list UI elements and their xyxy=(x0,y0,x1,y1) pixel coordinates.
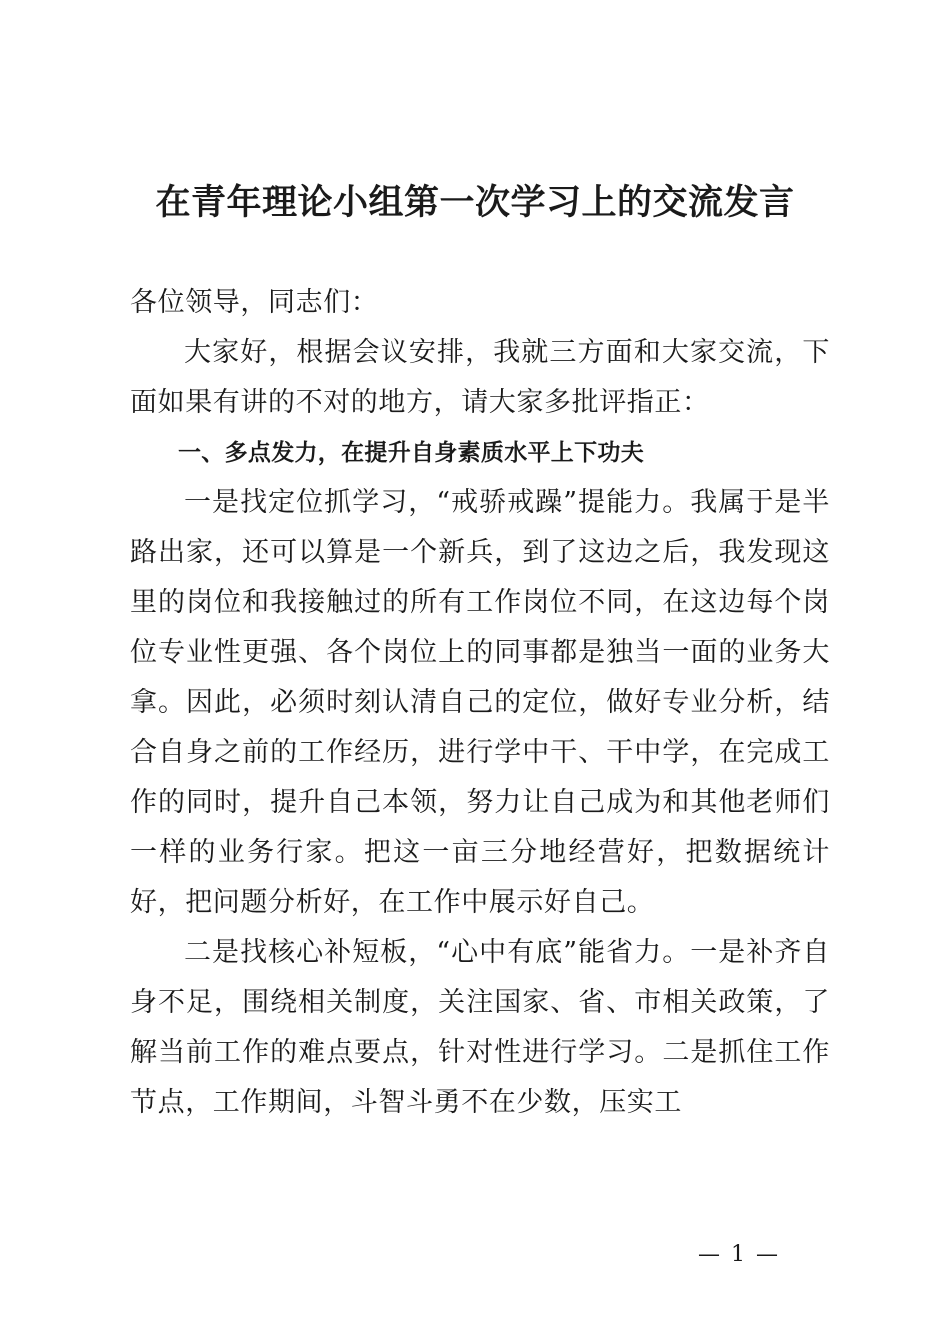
document-body xyxy=(130,278,830,1128)
page-number: — 1 — xyxy=(698,1242,780,1267)
intro-paragraph: 大家好，根据会议安排，我就三方面和大家交流，下面如果有讲的不对的地方，请大家多批评指正： xyxy=(130,337,830,418)
section-heading: 一、多点发力，在提升自身素质水平上下功夫 xyxy=(178,440,644,466)
paragraph-point-one: 一是找定位抓学习，“戒骄戒躁”提能力。我属于是半路出家，还可以算是一个新兵，到了这边之后，我发现这里的岗位和我接触过的所有工作岗位不同，在这边每个岗位专业性更强、各个岗位上的同事都是独当一面的业务大拿。因此，必须时刻认清自己的定位，做好专业分析，结合自身之前的工作经历，进行学中干、干中学，在完成工作的同时，提升自己本领，努力让自己成为和其他老师们一样的业务行家。把这一亩三分地经营好，把数据统计好，把问题分析好，在工作中展示好自己。 xyxy=(130,487,830,918)
salutation: 各位领导，同志们： xyxy=(130,287,379,318)
document-title: 在青年理论小组第一次学习上的交流发言 xyxy=(155,182,795,223)
paragraph-point-two: 二是找核心补短板，“心中有底”能省力。一是补齐自身不足，围绕相关制度，关注国家、省、市相关政策，了解当前工作的难点要点，针对性进行学习。二是抓住工作节点，工作期间，斗智斗勇不在少数，压实工 xyxy=(130,937,830,1118)
